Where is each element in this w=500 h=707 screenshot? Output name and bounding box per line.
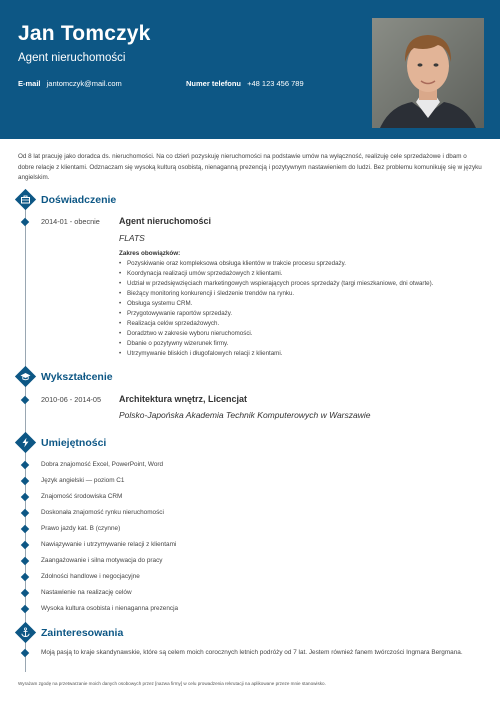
timeline-dot xyxy=(21,573,29,581)
list-item: • Realizacja celów sprzedażowych. xyxy=(119,319,433,329)
timeline-dot xyxy=(21,557,29,565)
timeline-dot xyxy=(21,589,29,597)
timeline-dot xyxy=(21,525,29,533)
list-item: • Przygotowywanie raportów sprzedaży. xyxy=(119,309,433,319)
experience-company: FLATS xyxy=(119,233,145,243)
profile-photo xyxy=(372,18,484,128)
phone-contact xyxy=(186,79,304,88)
timeline-dot xyxy=(21,649,29,657)
list-item: • Obsługa systemu CRM. xyxy=(119,299,433,309)
skill-item: Prawo jazdy kat. B (czynne) xyxy=(41,525,121,532)
list-item: • Bieżący monitoring konkurencji i śledzenie trendów na rynku. xyxy=(119,289,433,299)
skill-item: Wysoka kultura osobista i nienaganna prezencja xyxy=(41,605,179,612)
skill-item: Nastawienie na realizację celów xyxy=(41,589,132,596)
education-degree: Architektura wnętrz, Licencjat xyxy=(119,394,248,404)
job-title: Agent nieruchomości xyxy=(18,52,126,64)
duties-label: Zakres obowiązków: xyxy=(119,250,181,257)
duties-list xyxy=(119,259,433,359)
profile-summary: Od 8 lat pracuję jako doradca ds. nieruchomości. Na co dzień pozyskuję nieruchomości na podstawie umów na wyłączność, realizuję cele sprzedażowe i dbam o dobre relacje z klientami. Odznaczam się wysoką kulturą osobistą, nienaganną prezencją i pozytywnym nastawieniem do ludzi. Bez problemu komunikuję się w języku angielskim. xyxy=(18,153,482,181)
experience-position: Agent nieruchomości xyxy=(119,216,212,226)
timeline-dot xyxy=(21,461,29,469)
section-title-interests: Zainteresowania xyxy=(41,627,124,639)
lightning-icon xyxy=(15,432,36,453)
section-title-education: Wykształcenie xyxy=(41,371,113,383)
skill-item: Doskonała znajomość rynku nieruchomości xyxy=(41,509,164,516)
timeline-dot xyxy=(21,493,29,501)
skill-item: Dobra znajomość Excel, PowerPoint, Word xyxy=(41,461,164,468)
email-contact xyxy=(18,79,122,88)
anchor-icon xyxy=(15,622,36,643)
list-item: • Pozyskiwanie oraz kompleksowa obsługa klientów w trakcie procesu sprzedaży. xyxy=(119,259,433,269)
skill-item: Zaangażowanie i silna motywacja do pracy xyxy=(41,557,163,564)
interests-text: Moją pasją to kraje skandynawskie, które są celem moich corocznych letnich podróży od 7 lat. Jestem również fanem twórczości Ingmara Bergmana. xyxy=(41,649,463,656)
skill-item: Nawiązywanie i utrzymywanie relacji z klientami xyxy=(41,541,177,548)
section-title-experience: Doświadczenie xyxy=(41,194,117,206)
timeline-dot xyxy=(21,477,29,485)
education-date: 2010-06 - 2014-05 xyxy=(41,395,102,404)
gdpr-consent-note: Wyrażam zgodę na przetwarzanie moich danych osobowych przez [nazwa firmy] w celu prowadzenia rekrutacji na aplikowane przeze mnie stanowisko. xyxy=(18,681,326,686)
list-item: • Utrzymywanie bliskich i długofalowych relacji z klientami. xyxy=(119,349,433,359)
email-label: E-mail xyxy=(18,79,41,88)
list-item: • Koordynacja realizacji umów sprzedażowych z klientami. xyxy=(119,269,433,279)
timeline-dot xyxy=(21,605,29,613)
briefcase-icon xyxy=(15,189,36,210)
timeline-dot xyxy=(21,541,29,549)
list-item: • Dbanie o pozytywny wizerunek firmy. xyxy=(119,339,433,349)
experience-date: 2014-01 - obecnie xyxy=(41,217,100,226)
graduation-cap-icon xyxy=(15,366,36,387)
list-item: • Doradztwo w zakresie wyboru nieruchomości. xyxy=(119,329,433,339)
section-title-skills: Umiejętności xyxy=(41,437,107,449)
email-value: jantomczyk@mail.com xyxy=(46,79,122,88)
candidate-name: Jan Tomczyk xyxy=(18,22,151,45)
skill-item: Znajomość środowiska CRM xyxy=(41,493,123,500)
timeline-dot xyxy=(21,218,29,226)
skill-item: Zdolności handlowe i negocjacyjne xyxy=(41,573,140,580)
timeline-dot xyxy=(21,396,29,404)
phone-value: +48 123 456 789 xyxy=(247,79,304,88)
skill-item: Język angielski — poziom C1 xyxy=(41,477,125,484)
timeline-dot xyxy=(21,509,29,517)
phone-label: Numer telefonu xyxy=(186,79,242,88)
cv-header xyxy=(0,0,500,139)
list-item: • Udział w przedsięwzięciach marketingowych wspierających proces sprzedaży (targi mieszkaniowe, dni otwarte). xyxy=(119,279,433,289)
education-school: Polsko-Japońska Akademia Technik Komputerowych w Warszawie xyxy=(119,410,371,420)
